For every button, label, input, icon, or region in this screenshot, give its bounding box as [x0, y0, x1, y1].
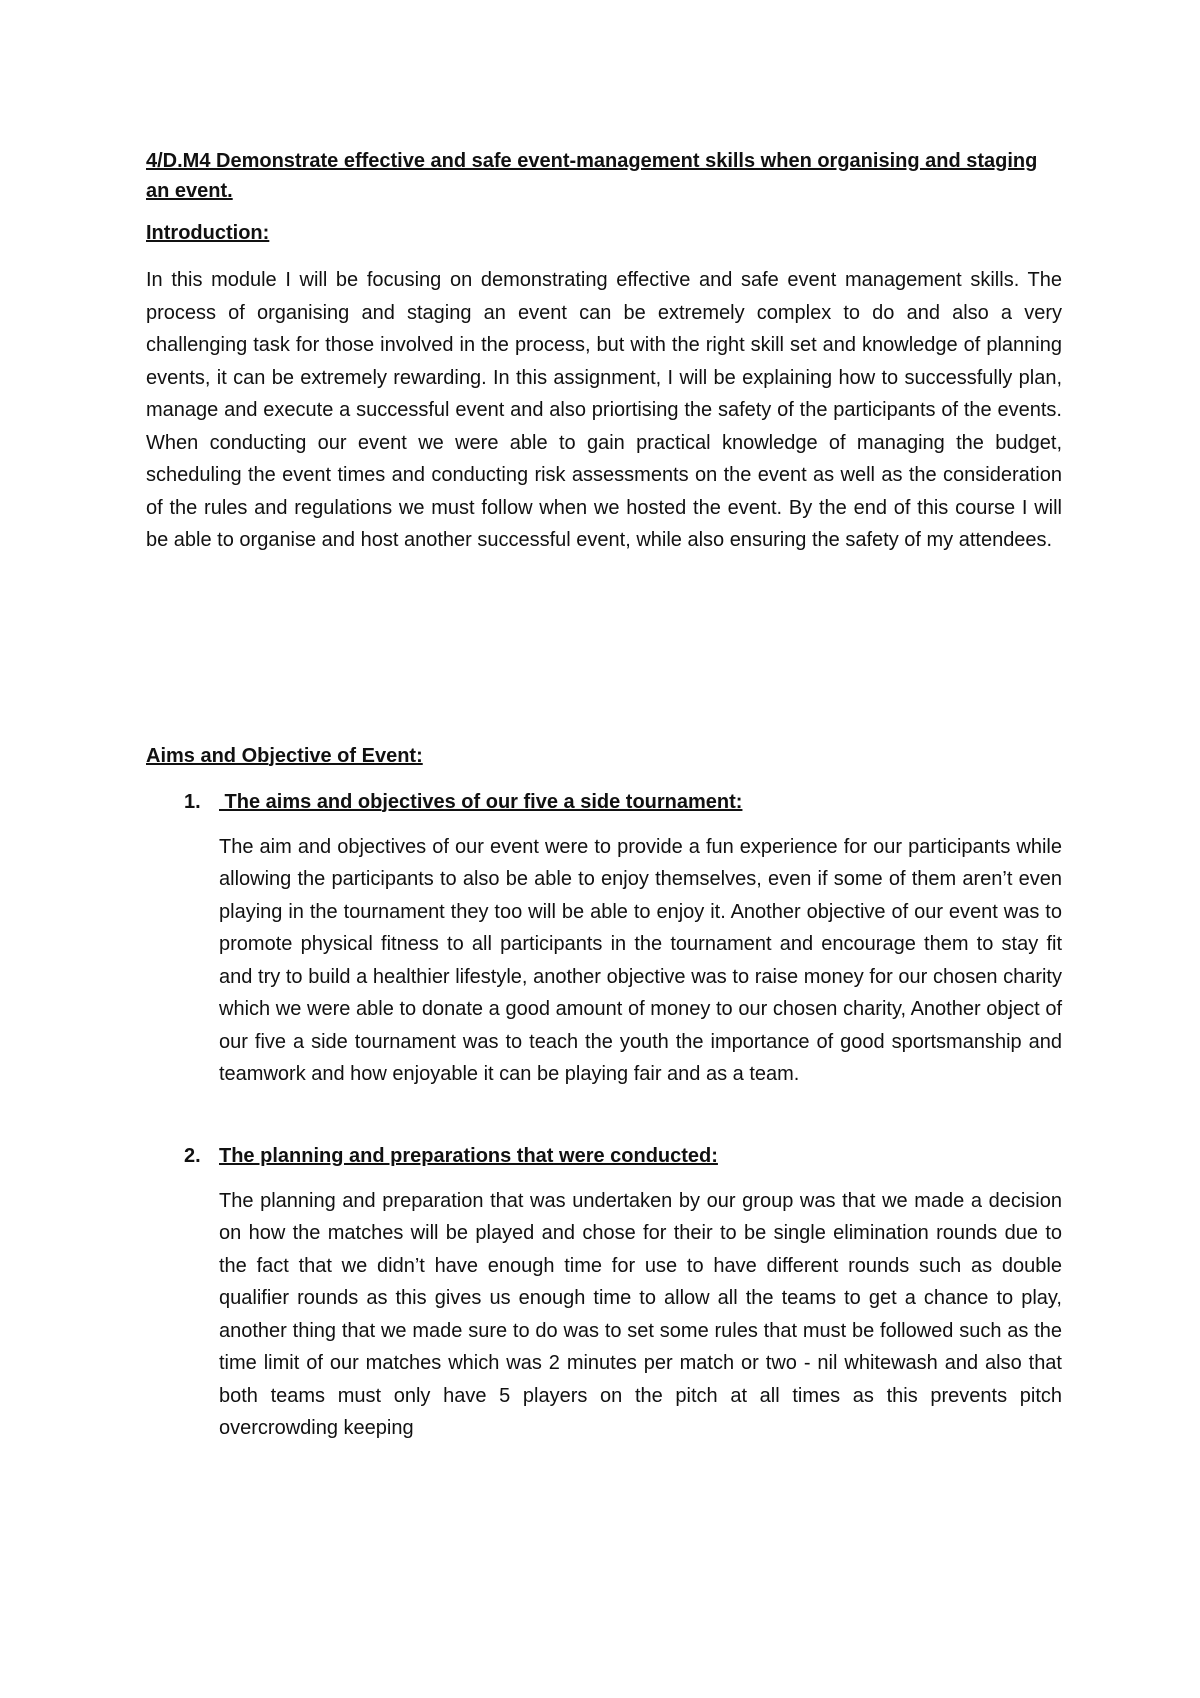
list-item-paragraph: The planning and preparation that was undertaken by our group was that we made a decision on how the matches will be played and chose for their to be single elimination rounds due to the fact that we didn’t have enough time for use to have different rounds such as double qualifier rounds as this gives us enough time to allow all the teams to get a chance to play, another thing that we made sure to do was to set some rules that must be followed such as the time limit of our matches which was 2 minutes per match or two - nil whitewash and also that both teams must only have 5 players on the pitch at all times as this prevents pitch overcrowding keeping: [219, 1189, 1062, 1439]
document-body: [146, 146, 1062, 1445]
list-number: 2.: [184, 1144, 201, 1167]
introduction-paragraph: In this module I will be focusing on demonstrating effective and safe event management skills. The process of organising and staging an event can be extremely complex to do and also a very challenging task for those involved in the process, but with the right skill set and knowledge of planning events, it can be extremely rewarding. In this assignment, I will be explaining how to successfully plan, manage and execute a successful event and also priortising the safety of the participants of the events. When conducting our event we were able to gain practical knowledge of managing the budget, scheduling the event times and conducting risk assessments on the event as well as the consideration of the rules and regulations we must follow when we hosted the event. By the end of this course I will be able to organise and host another successful event, while also ensuring the safety of my attendees.: [146, 269, 1062, 551]
list-number: 1.: [184, 790, 201, 813]
list-item-aims-objectives: [146, 787, 1062, 1091]
list-item-planning-preparations: [146, 1141, 1062, 1445]
introduction-heading: Introduction:: [146, 222, 270, 244]
document-title: 4/D.M4 Demonstrate effective and safe event-management skills when organising and staging an event.: [146, 150, 1038, 202]
aims-heading: Aims and Objective of Event:: [146, 744, 423, 767]
list-item-heading: The aims and objectives of our five a side tournament:: [219, 790, 743, 813]
list-item-paragraph: The aim and objectives of our event were to provide a fun experience for our participants while allowing the participants to also be able to enjoy themselves, even if some of them aren’t even playing in the tournament they too will be able to enjoy it. Another objective of our event was to promote physical fitness to all participants in the tournament and encourage them to stay fit and try to build a healthier lifestyle, another objective was to raise money for our chosen charity which we were able to donate a good amount of money to our chosen charity, Another object of our five a side tournament was to teach the youth the importance of good sportsmanship and teamwork and how enjoyable it can be playing fair and as a team.: [219, 835, 1062, 1085]
list-item-heading: The planning and preparations that were conducted:: [219, 1144, 718, 1167]
